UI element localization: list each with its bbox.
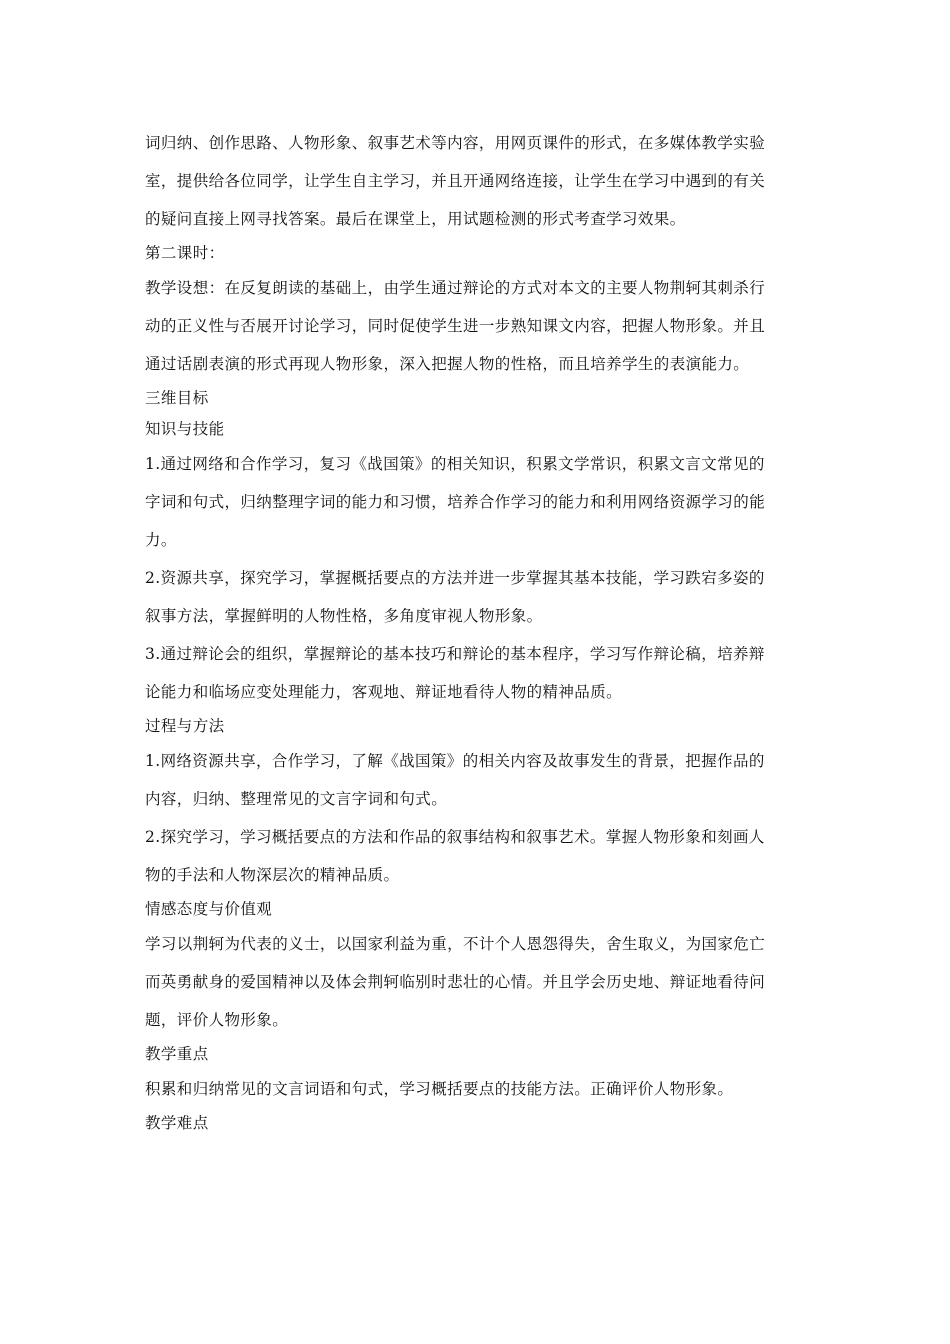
paragraph-line: 力。 [145,531,177,549]
paragraph-line: 积累和归纳常见的文言词语和句式，学习概括要点的技能方法。正确评价人物形象。 [145,1080,734,1098]
paragraph-line: 2.资源共享，探究学习，掌握概括要点的方法并进一步掌握其基本技能，学习跌宕多姿的 [145,569,765,587]
paragraph-line: 教学设想：在反复朗读的基础上，由学生通过辩论的方式对本文的主要人物荆轲其刺杀行 [145,279,766,297]
paragraph-line: 字词和句式，归纳整理字词的能力和习惯，培养合作学习的能力和利用网络资源学习的能 [145,493,766,511]
paragraph-line: 学习以荆轲为代表的义士，以国家利益为重，不计个人恩怨得失，舍生取义，为国家危亡 [145,935,766,953]
paragraph-line: 内容，归纳、整理常见的文言字词和句式。 [145,790,448,808]
paragraph-line: 3.通过辩论会的组织，掌握辩论的基本技巧和辩论的基本程序，学习写作辩论稿，培养辩 [145,645,765,663]
section-heading: 情感态度与价值观 [145,900,273,918]
section-heading: 三维目标 [145,389,209,407]
section-heading: 第二课时： [145,244,225,262]
paragraph-line: 动的正义性与否展开讨论学习，同时促使学生进一步熟知课文内容，把握人物形象。并且 [145,317,766,335]
paragraph-line: 的疑问直接上网寻找答案。最后在课堂上，用试题检测的形式考查学习效果。 [145,210,686,228]
section-heading: 教学重点 [145,1045,209,1063]
paragraph-line: 1.网络资源共享，合作学习，了解《战国策》的相关内容及故事发生的背景，把握作品的 [145,752,765,770]
section-heading: 知识与技能 [145,420,225,438]
section-heading: 教学难点 [145,1114,209,1132]
paragraph-line: 室，提供给各位同学，让学生自主学习，并且开通网络连接，让学生在学习中遇到的有关 [145,172,766,190]
paragraph-line: 通过话剧表演的形式再现人物形象，深入把握人物的性格，而且培养学生的表演能力。 [145,355,750,373]
paragraph-line: 叙事方法，掌握鲜明的人物性格，多角度审视人物形象。 [145,607,543,625]
paragraph-line: 而英勇献身的爱国精神以及体会荆轲临别时悲壮的心情。并且学会历史地、辩证地看待问 [145,973,766,991]
paragraph-line: 论能力和临场应变处理能力，客观地、辩证地看待人物的精神品质。 [145,683,623,701]
paragraph-line: 题，评价人物形象。 [145,1011,289,1029]
document-body [145,124,810,1139]
paragraph-line: 2.探究学习，学习概括要点的方法和作品的叙事结构和叙事艺术。掌握人物形象和刻画人 [145,828,765,846]
paragraph-line: 1.通过网络和合作学习，复习《战国策》的相关知识，积累文学常识，积累文言文常见的 [145,455,765,473]
paragraph-line: 词归纳、创作思路、人物形象、叙事艺术等内容，用网页课件的形式，在多媒体教学实验 [145,134,766,152]
paragraph-line: 物的手法和人物深层次的精神品质。 [145,866,400,884]
section-heading: 过程与方法 [145,717,225,735]
